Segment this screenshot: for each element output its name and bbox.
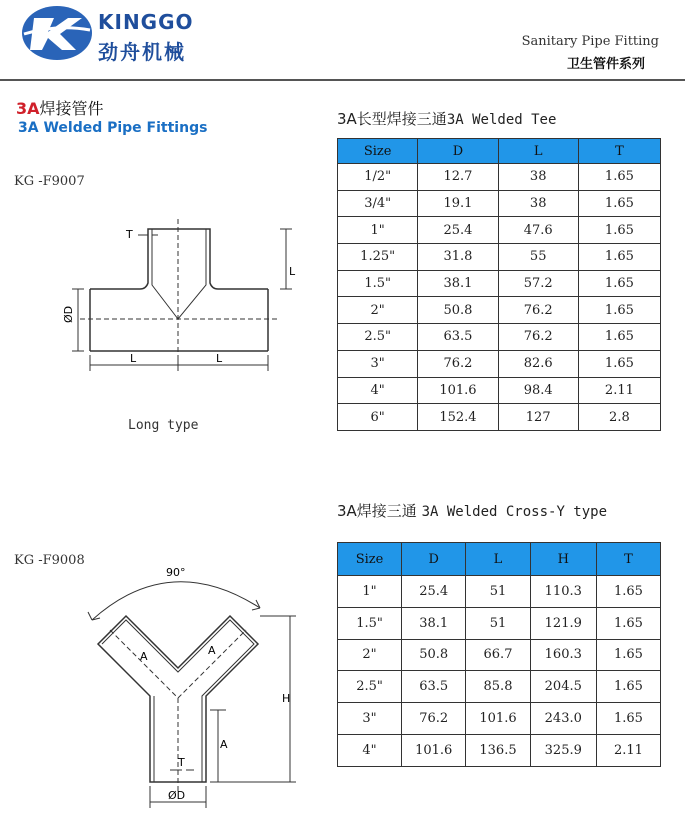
table-cell: 1.65 bbox=[596, 576, 660, 608]
tee-d-label: ØD bbox=[62, 305, 75, 323]
product1-table bbox=[337, 138, 661, 431]
table-cell: 1.65 bbox=[596, 607, 660, 639]
table-cell: 4" bbox=[338, 734, 402, 766]
table-cell: 51 bbox=[466, 576, 530, 608]
table-cell: 66.7 bbox=[466, 639, 530, 671]
table-cell: 4" bbox=[338, 377, 418, 404]
wye-drawing bbox=[70, 560, 300, 810]
series-title-en: Sanitary Pipe Fitting bbox=[521, 34, 659, 49]
product2-code: KG -F9008 bbox=[14, 553, 85, 568]
table-cell: 1.65 bbox=[578, 244, 660, 271]
table-cell: 1/2" bbox=[338, 164, 418, 191]
product1-title-cn: 3A长型焊接三通 bbox=[337, 110, 447, 128]
table-row bbox=[338, 576, 661, 608]
table-cell: 6" bbox=[338, 404, 418, 431]
product1-title-en: 3A Welded Tee bbox=[446, 112, 557, 128]
wye-a3-label: A bbox=[220, 738, 228, 751]
tee-l-mid-label: L bbox=[216, 352, 223, 365]
table-cell: 1.65 bbox=[578, 324, 660, 351]
table-cell: 2" bbox=[338, 297, 418, 324]
table-cell: 1.65 bbox=[578, 190, 660, 217]
table-cell: 50.8 bbox=[418, 297, 498, 324]
table-cell: 243.0 bbox=[530, 703, 596, 735]
product1-col-header: T bbox=[578, 139, 660, 164]
product1-code: KG -F9007 bbox=[14, 174, 85, 189]
table-row bbox=[338, 244, 661, 271]
header-divider bbox=[0, 79, 685, 81]
table-cell: 2.11 bbox=[596, 734, 660, 766]
table-cell: 25.4 bbox=[402, 576, 466, 608]
table-cell: 127 bbox=[498, 404, 578, 431]
table-cell: 2.5" bbox=[338, 671, 402, 703]
product2-col-header: D bbox=[402, 543, 466, 576]
wye-a1-label: A bbox=[140, 650, 148, 663]
table-cell: 85.8 bbox=[466, 671, 530, 703]
table-cell: 63.5 bbox=[402, 671, 466, 703]
tee-drawing bbox=[60, 215, 300, 375]
table-cell: 2.11 bbox=[578, 377, 660, 404]
table-row bbox=[338, 671, 661, 703]
product2-title-en: 3A Welded Cross-Y type bbox=[421, 504, 608, 520]
table-cell: 76.2 bbox=[402, 703, 466, 735]
product1-col-header: D bbox=[418, 139, 498, 164]
table-cell: 101.6 bbox=[418, 377, 498, 404]
table-cell: 57.2 bbox=[498, 270, 578, 297]
table-cell: 204.5 bbox=[530, 671, 596, 703]
wye-t-label: T bbox=[178, 756, 185, 769]
table-cell: 1.5" bbox=[338, 270, 418, 297]
table-cell: 3/4" bbox=[338, 190, 418, 217]
tee-t-label: T bbox=[126, 228, 133, 241]
wye-a2-label: A bbox=[208, 644, 216, 657]
brand-name-cn: 劲舟机械 bbox=[98, 40, 186, 64]
table-cell: 1.25" bbox=[338, 244, 418, 271]
table-cell: 51 bbox=[466, 607, 530, 639]
table-cell: 136.5 bbox=[466, 734, 530, 766]
table-cell: 38.1 bbox=[418, 270, 498, 297]
product2-col-header: Size bbox=[338, 543, 402, 576]
table-cell: 50.8 bbox=[402, 639, 466, 671]
table-cell: 3" bbox=[338, 350, 418, 377]
product2-col-header: H bbox=[530, 543, 596, 576]
product1-col-header: L bbox=[498, 139, 578, 164]
table-cell: 1.65 bbox=[596, 671, 660, 703]
table-cell: 160.3 bbox=[530, 639, 596, 671]
product2-col-header: T bbox=[596, 543, 660, 576]
table-cell: 325.9 bbox=[530, 734, 596, 766]
table-row bbox=[338, 377, 661, 404]
table-cell: 47.6 bbox=[498, 217, 578, 244]
table-cell: 2.8 bbox=[578, 404, 660, 431]
table-row bbox=[338, 607, 661, 639]
table-cell: 110.3 bbox=[530, 576, 596, 608]
series-title-cn: 卫生管件系列 bbox=[566, 57, 645, 72]
kinggo-logo-icon bbox=[20, 4, 94, 62]
table-cell: 1.65 bbox=[578, 164, 660, 191]
table-row bbox=[338, 270, 661, 297]
table-cell: 76.2 bbox=[498, 324, 578, 351]
table-cell: 121.9 bbox=[530, 607, 596, 639]
table-cell: 63.5 bbox=[418, 324, 498, 351]
table-cell: 1" bbox=[338, 217, 418, 244]
wye-angle-label: 90° bbox=[166, 566, 186, 579]
wye-d-label: ØD bbox=[168, 789, 186, 802]
table-row bbox=[338, 190, 661, 217]
tee-l-left-label: L bbox=[130, 352, 137, 365]
table-cell: 1.65 bbox=[578, 217, 660, 244]
table-row bbox=[338, 297, 661, 324]
table-cell: 152.4 bbox=[418, 404, 498, 431]
table-cell: 1.65 bbox=[578, 270, 660, 297]
table-cell: 76.2 bbox=[498, 297, 578, 324]
table-row bbox=[338, 639, 661, 671]
table-cell: 76.2 bbox=[418, 350, 498, 377]
table-row bbox=[338, 324, 661, 351]
table-cell: 31.8 bbox=[418, 244, 498, 271]
header bbox=[0, 0, 685, 82]
product1-col-header: Size bbox=[338, 139, 418, 164]
table-cell: 55 bbox=[498, 244, 578, 271]
table-cell: 12.7 bbox=[418, 164, 498, 191]
table-cell: 2" bbox=[338, 639, 402, 671]
product2-title-cn: 3A焊接三通 bbox=[337, 502, 417, 520]
table-cell: 19.1 bbox=[418, 190, 498, 217]
table-cell: 2.5" bbox=[338, 324, 418, 351]
section-title-cn bbox=[16, 96, 104, 119]
table-row bbox=[338, 703, 661, 735]
table-row bbox=[338, 164, 661, 191]
table-cell: 1.65 bbox=[596, 639, 660, 671]
table-cell: 101.6 bbox=[402, 734, 466, 766]
product2-col-header: L bbox=[466, 543, 530, 576]
table-cell: 1" bbox=[338, 576, 402, 608]
section-title-prefix: 3A bbox=[16, 99, 40, 118]
table-cell: 38 bbox=[498, 164, 578, 191]
table-row bbox=[338, 217, 661, 244]
section-title-cn-text: 焊接管件 bbox=[39, 99, 104, 118]
product2-table bbox=[337, 542, 661, 767]
table-cell: 1.65 bbox=[578, 350, 660, 377]
product1-title bbox=[337, 108, 556, 129]
table-cell: 1.65 bbox=[578, 297, 660, 324]
table-row bbox=[338, 734, 661, 766]
table-row bbox=[338, 404, 661, 431]
wye-h-label: H bbox=[282, 692, 291, 705]
table-cell: 82.6 bbox=[498, 350, 578, 377]
table-cell: 101.6 bbox=[466, 703, 530, 735]
table-row bbox=[338, 350, 661, 377]
product2-title bbox=[337, 500, 607, 521]
table-cell: 38.1 bbox=[402, 607, 466, 639]
table-cell: 3" bbox=[338, 703, 402, 735]
product1-caption: Long type bbox=[128, 418, 199, 433]
table-cell: 98.4 bbox=[498, 377, 578, 404]
table-cell: 1.65 bbox=[596, 703, 660, 735]
section-title-en: 3A Welded Pipe Fittings bbox=[18, 120, 208, 136]
table-cell: 25.4 bbox=[418, 217, 498, 244]
table-cell: 38 bbox=[498, 190, 578, 217]
brand-name-en: KINGGO bbox=[98, 10, 194, 34]
table-cell: 1.5" bbox=[338, 607, 402, 639]
tee-l-right-label: L bbox=[289, 265, 296, 278]
